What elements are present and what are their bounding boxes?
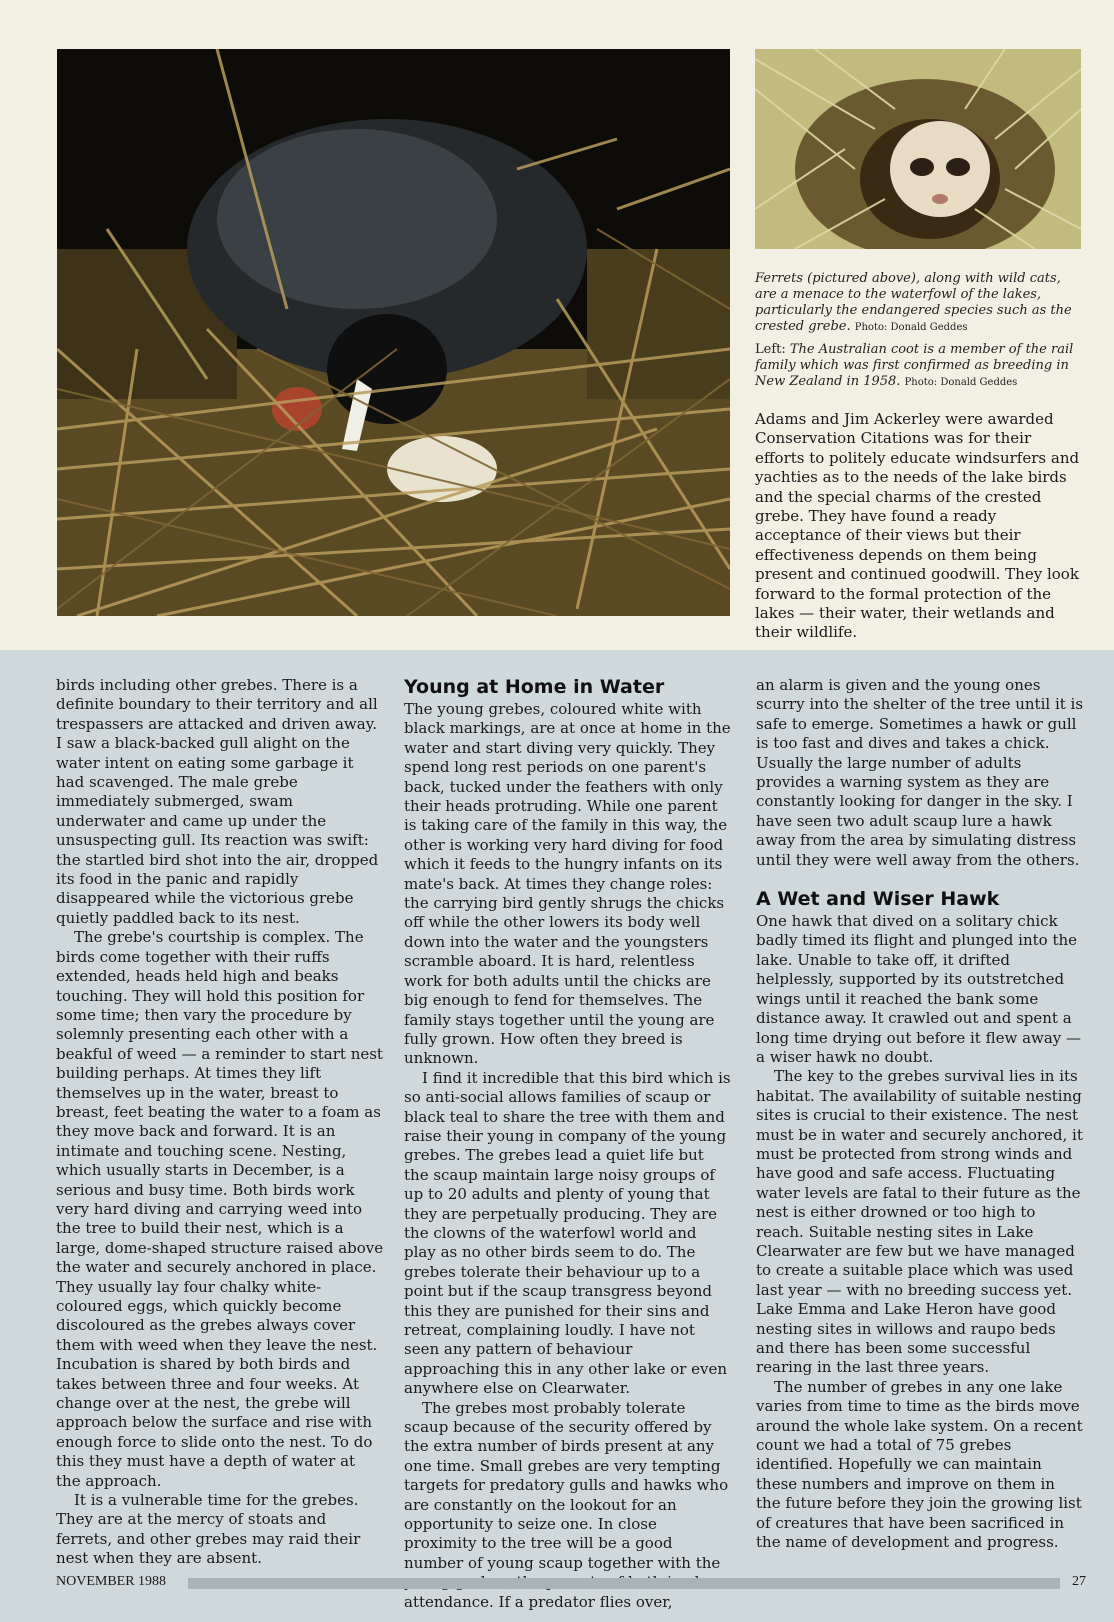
ferret-photo — [755, 49, 1081, 249]
issue-date: NOVEMBER 1988 — [56, 1574, 167, 1589]
section-heading-hawk: A Wet and Wiser Hawk — [756, 888, 1000, 911]
ferret-caption — [755, 271, 1085, 336]
coot-caption-text: The Australian coot is a member of the rail family which was first confirmed as breeding in New Zealand in 1958. — [755, 342, 1074, 389]
column-2 — [404, 676, 732, 1612]
ferret-caption-text: Ferrets (pictured above), along with wild cats, are a menace to the waterfowl of the lakes, particularly the endangered species such as the crested grebe. — [755, 271, 1072, 334]
coot-caption-lead: Left: — [755, 342, 786, 357]
footer-rule — [188, 1578, 1060, 1589]
coot-nest-photo — [57, 49, 730, 616]
page-number: 27 — [1072, 1574, 1086, 1589]
column-1 — [56, 676, 384, 1569]
column-3 — [756, 676, 1084, 1552]
paragraph: The key to the grebes survival lies in its habitat. The availability of suitable nesting sites is crucial to their existence. The nest must be in water and securely anchored, it must be protected from strong winds and have good and safe access. Fluctuating water levels are fatal to their future as the nest is either drowned or too high to reach. Suitable nesting sites in Lake Clearwater are few but we have managed to create a suitable place which was used last year — with no breeding success yet. Lake Emma and Lake Heron have good nesting sites in willows and raupo beds and there has been some successful rearing in the last three years. — [756, 1067, 1083, 1377]
paragraph: The grebes most probably tolerate scaup because of the security offered by the extra number of birds present at any one time. Small grebes are very tempting targets for predatory gulls and hawks who are constantly on the lookout for an opportunity to seize one. In close proximity to the tree will be a good number of young scaup together with the attendance. If a predator flies over, — [404, 1398, 729, 1611]
coot-caption — [755, 342, 1085, 391]
paragraph: an alarm is given and the young ones scurry into the shelter of the tree until it is safe to emerge. Sometimes a hawk or gull is too fast and dives and takes a chick. Usually the large number of adults provides a warning system as they are constantly looking for danger in the sky. I have seen two adult scaup lure a hawk away from the area by simulating distress until they were well away from the others. — [756, 676, 1084, 869]
paragraph: The young grebes, coloured white with black markings, are at once at home in the water and start diving very quickly. They spend long rest periods on one parent's back, tucked under the feathers with only their heads protruding. While one parent is taking care of the family in this way, the other is working very hard diving for food which it feeds to the hungry infants on its mate's back. At times they change roles: the carrying bird gently shrugs the chicks off while the other lowers its body well down into the water and the youngsters scramble aboard. It is hard, relentless work for both adults until the chicks are big enough to fend for themselves. The family stays together until the young are fully grown. How often they breed is unknown. — [404, 700, 731, 1068]
paragraph: One hawk that dived on a solitary chick badly timed its flight and plunged into the lake. Unable to take off, it drifted helplessly, supported by its outstretched wings until it reached the bank some distance away. It crawled out and spent a long time drying out before it flew away — a wiser hawk no doubt. — [756, 912, 1082, 1066]
paragraph: The grebe's courtship is complex. The birds come together with their ruffs extended, heads held high and beaks touching. They will hold this position for some time; then vary the procedure by solemnly presenting each other with a beakful of weed — a reminder to start nest building perhaps. At times they lift themselves up in the water, breast to breast, feet beating the water to a foam as they move back and forward. It is an intimate and touching scene. Nesting, which usually starts in December, is a serious and busy time. Both birds work very hard diving and carrying weed into the tree to build their nest, which is a large, dome-shaped structure raised above the water and securely anchored in place. They usually lay four chalky white-coloured eggs, which quickly become discoloured as the grebes always cover them with weed when they leave the nest. Incubation is shared by both birds and takes between three and four weeks. At change over at the nest, the grebe will approach below the surface and rise with enough force to slide onto the nest. To do this they must have a depth of water at the approach. — [56, 928, 384, 1490]
coot-photo-credit: Photo: Donald Geddes — [904, 377, 1018, 388]
section-heading-young: Young at Home in Water — [404, 676, 665, 698]
paragraph: I find it incredible that this bird which is so anti-social allows families of scaup or black teal to share the tree with them and raise their young in company of the young grebes. The grebes lead a quiet life but the scaup maintain large noisy groups of up to 20 adults and plenty of young that they are perpetually producing. They are the clowns of the waterfowl world and play as no other birds seem to do. The grebes tolerate their behaviour up to a point but if the scaup transgress beyond this they are punished for their sins and retreat, complaining loudly. I have not seen any pattern of behaviour approaching this in any other lake or even anywhere else on Clearwater. — [404, 1068, 731, 1398]
paragraph: It is a vulnerable time for the grebes. They are at the mercy of stoats and ferrets, and other grebes may raid their nest when they are absent. — [56, 1491, 361, 1568]
paragraph: birds including other grebes. There is a definite boundary to their territory and all trespassers are attacked and driven away. I saw a black-backed gull alight on the water intent on eating some garbage it had scavenged. The male grebe immediately submerged, swam underwater and came up under the unsuspecting gull. Its reaction was swift: the startled bird shot into the air, dropped its food in the panic and rapidly disappeared while the victorious grebe quietly paddled back to its nest. — [56, 676, 379, 927]
intro-paragraph: Adams and Jim Ackerley were awarded Conservation Citations was for their efforts to politely educate windsurfers and yachties as to the needs of the lake birds and the special charms of the crested grebe. They have found a ready acceptance of their views but their effectiveness depends on them being present and continued goodwill. They look forward to the formal protection of the lakes — their water, their wetlands and their wildlife. — [755, 410, 1080, 642]
paragraph: The number of grebes in any one lake varies from time to time as the birds move around the whole lake system. On a recent count we had a total of 75 grebes identified. Hopefully we can maintain these numbers and improve on them in the future before they join the growing list of creatures that have been sacrificed in the name of development and progress. — [756, 1377, 1083, 1552]
ferret-photo-credit: Photo: Donald Geddes — [854, 322, 968, 333]
page-footer — [56, 1574, 1086, 1594]
